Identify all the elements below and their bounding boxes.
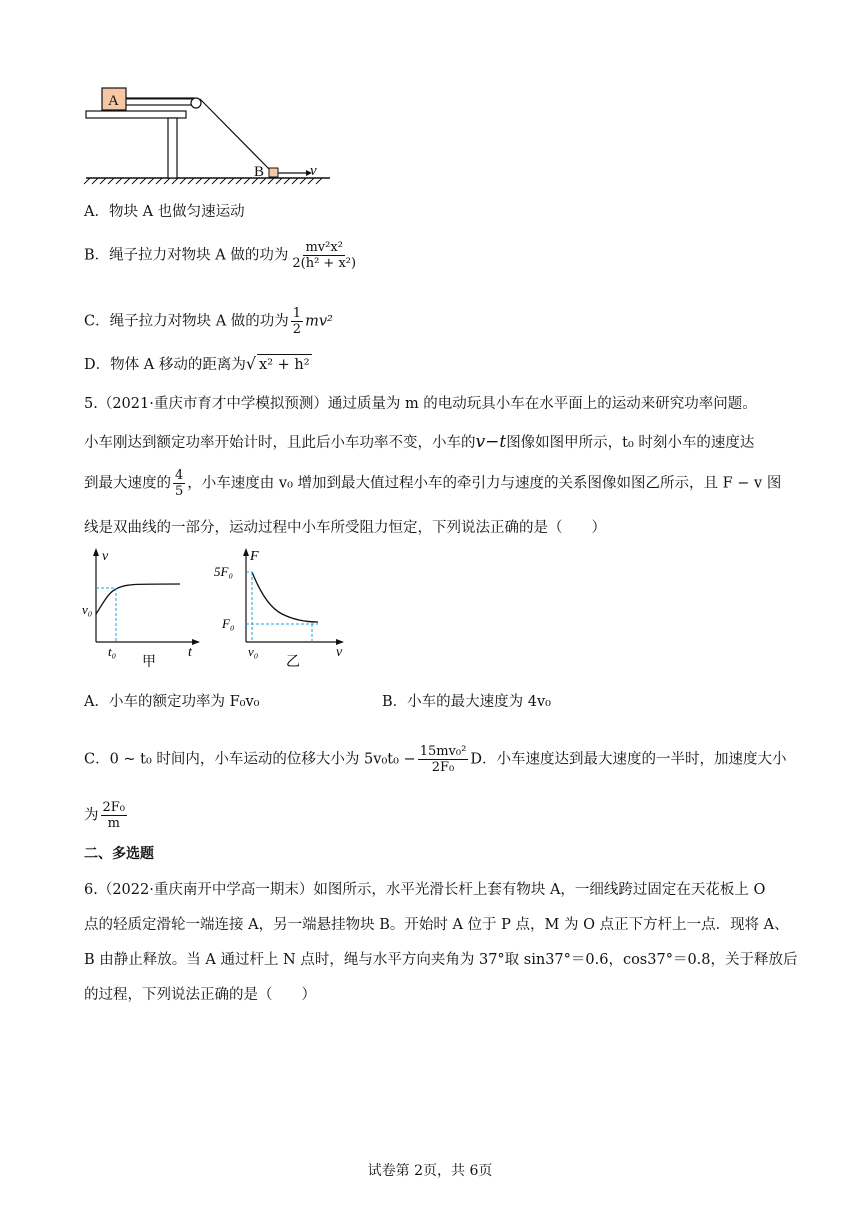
- fraction-numerator: 2F₀: [102, 800, 126, 815]
- fraction-numerator: mv²x²: [305, 240, 343, 255]
- q5-line3: [84, 468, 781, 499]
- q5-fraction: [173, 468, 185, 499]
- q6-line2: 点的轻质定滑轮一端连接 A，另一端悬挂物块 B。开始时 A 位于 P 点，M 为 O 点正下方杆上一点．现将 A、: [84, 917, 789, 933]
- yi-caption: 乙: [286, 655, 300, 670]
- q5-option-c-d: [84, 744, 786, 775]
- q5-option-c-text: C．0 ~ t₀ 时间内，小车运动的位移大小为 5v₀t₀ −: [84, 751, 416, 768]
- fraction-numerator: 4: [175, 468, 184, 483]
- fraction-numerator: 1: [292, 306, 302, 321]
- q4-option-d: [84, 354, 312, 375]
- fraction-denominator: 2F₀: [431, 760, 455, 775]
- q5-line2: [84, 432, 754, 453]
- fraction-denominator: m: [107, 816, 120, 831]
- yi-v0-label: v₀: [248, 644, 259, 659]
- page-footer: 试卷第 2页，共 6页: [367, 1163, 493, 1179]
- q6-line3: B 由静止释放。当 A 通过杆上 N 点时，绳与水平方向夹角为 37°取 sin37°＝0.6，cos37°＝0.8，关于释放后: [84, 952, 798, 968]
- fraction-denominator: 5: [175, 484, 184, 499]
- q4-option-c-fraction: [291, 306, 303, 337]
- jia-v0-label: v₀: [82, 602, 93, 617]
- q4-option-a: A．物块 A 也做匀速运动: [84, 204, 245, 220]
- fraction-denominator: 2(h² + x²): [292, 256, 357, 271]
- q4-option-c-text: C．绳子拉力对物块 A 做的功为: [84, 313, 289, 330]
- yi-x-axis-label: v: [336, 645, 343, 660]
- q4-option-d-radicand: x² + h²: [257, 354, 312, 375]
- q5-option-d-prefix: 为: [84, 807, 99, 824]
- yi-5f0-label: 5F₀: [214, 564, 233, 579]
- graph-jia: [78, 546, 208, 670]
- jia-x-axis-label: t: [188, 645, 192, 660]
- q5-option-d-text: D．小车速度达到最大速度的一半时，加速度大小: [470, 751, 787, 768]
- q4-option-b: [84, 240, 360, 271]
- jia-t0-label: t₀: [108, 644, 117, 659]
- q5-option-a: A．小车的额定功率为 F₀v₀: [84, 694, 260, 710]
- sqrt-icon: √: [245, 354, 257, 373]
- q5-line1: 5.（2021·重庆市育才中学模拟预测）通过质量为 m 的电动玩具小车在水平面上的运动来研究功率问题。: [84, 396, 757, 412]
- q5-option-d-cont: [84, 800, 129, 831]
- velocity-label: v: [310, 163, 317, 179]
- q5-option-b: B．小车的最大速度为 4v₀: [382, 694, 551, 710]
- q4-option-b-text: B．绳子拉力对物块 A 做的功为: [84, 247, 289, 264]
- fraction-denominator: 2: [292, 322, 302, 337]
- graph-yi: [210, 546, 350, 670]
- yi-y-axis-label: F: [250, 549, 259, 564]
- vt-label: v−t: [475, 432, 507, 452]
- q5-line3-text-end: ，小车速度由 v₀ 增加到最大值过程小车的牵引力与速度的关系图像如图乙所示，且 F − v 图: [187, 475, 782, 492]
- q5-line4: 线是双曲线的一部分，运动过程中小车所受阻力恒定，下列说法正确的是（ ）: [84, 520, 606, 536]
- block-a-label: A: [108, 93, 119, 109]
- section-title: 二、多选题: [84, 846, 154, 862]
- q4-option-d-text: D．物体 A 移动的距离为: [84, 357, 246, 373]
- jia-caption: 甲: [142, 655, 156, 670]
- q6-line1: 6.（2022·重庆南开中学高一期末）如图所示，水平光滑长杆上套有物块 A，一细线跨过固定在天花板上 O: [84, 882, 766, 898]
- q6-line4: 的过程，下列说法正确的是（ ）: [84, 987, 316, 1003]
- yi-f0-label: F₀: [222, 616, 235, 631]
- q5-option-c-fraction: [418, 744, 469, 775]
- q5-line2-text: 小车刚达到额定功率开始计时，且此后小车功率不变，小车的: [84, 435, 476, 451]
- pulley-figure: [82, 84, 332, 186]
- q5-line2-text-end: 图像如图甲所示，t₀ 时刻小车的速度达: [506, 435, 755, 451]
- block-b-label: B: [254, 164, 265, 180]
- q5-option-d-fraction: [101, 800, 128, 831]
- q4-option-b-fraction: [290, 240, 358, 271]
- q4-option-c-suffix: mv²: [305, 313, 333, 330]
- fraction-numerator: 15mv₀²: [419, 744, 467, 759]
- q5-line3-text: 到最大速度的: [84, 475, 171, 492]
- jia-y-axis-label: v: [102, 549, 109, 564]
- q4-option-c: [84, 306, 333, 337]
